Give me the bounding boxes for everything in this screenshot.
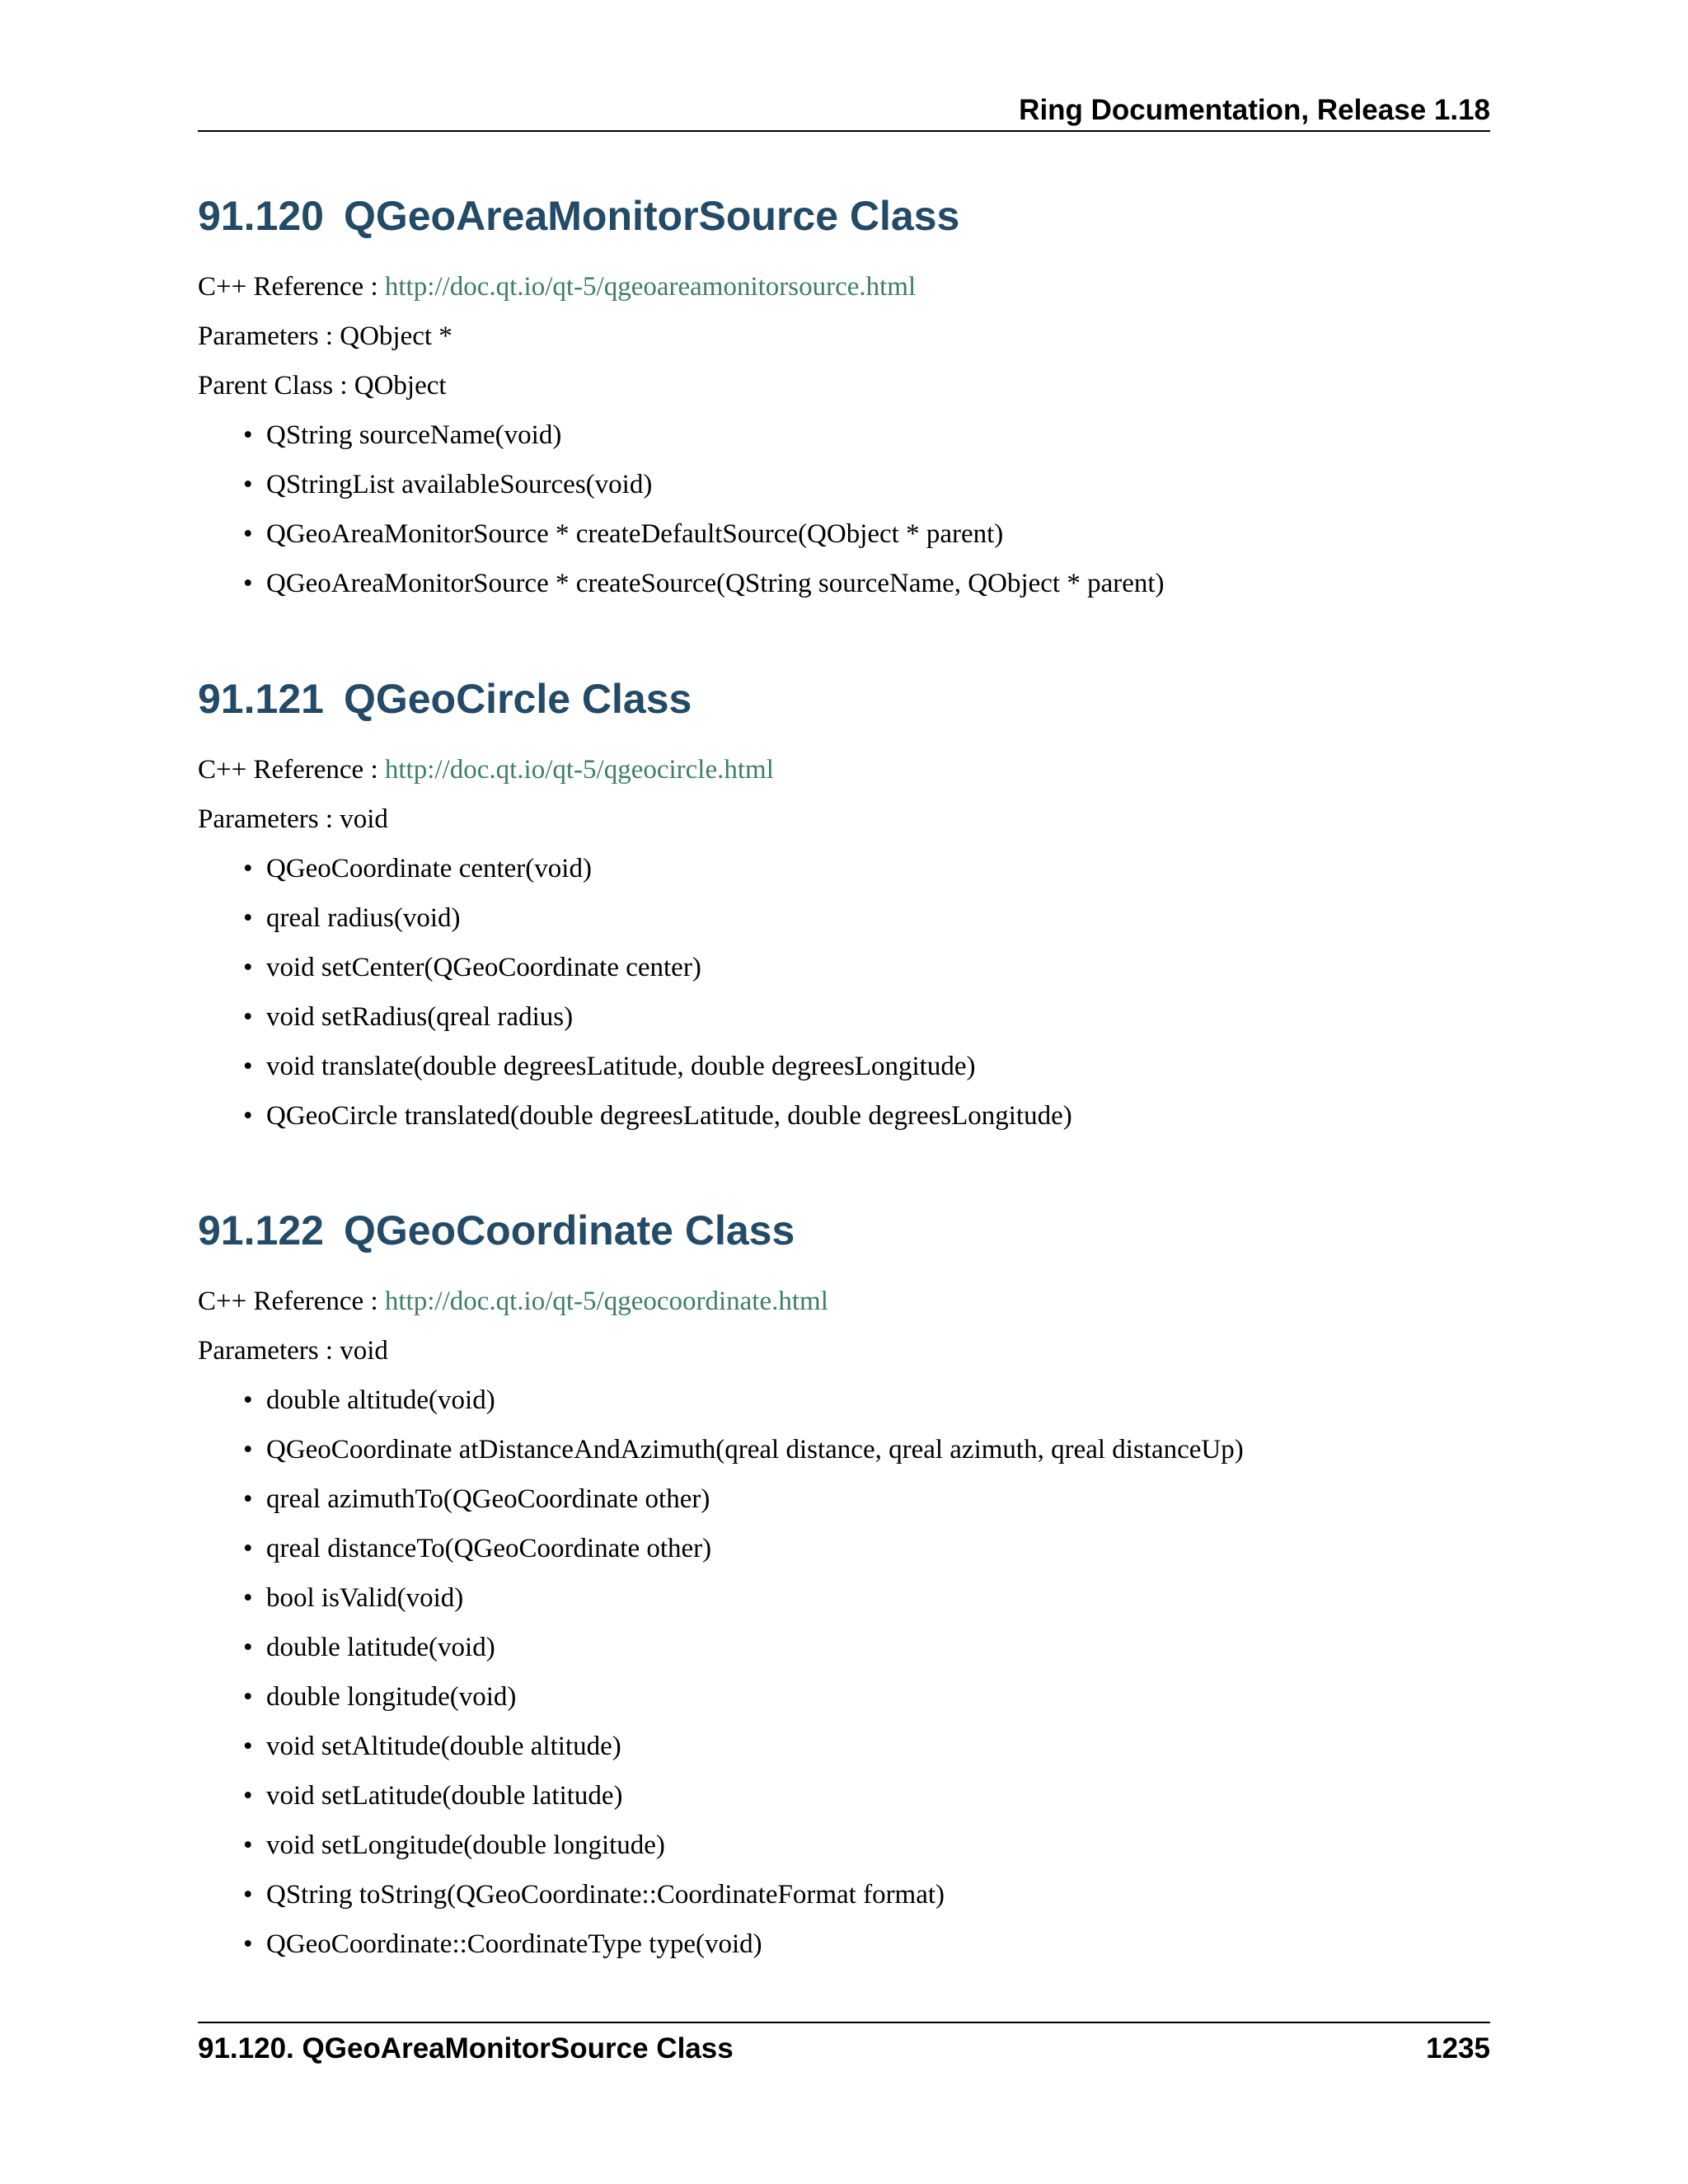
method-signature: void setAltitude(double altitude) [266,1732,621,1761]
bullet-icon: • [243,1830,253,1860]
reference-label: C++ Reference : [198,272,385,302]
section-heading [198,674,1490,724]
reference-line [198,1285,1490,1318]
bullet-icon: • [243,1682,253,1712]
bullet-icon: • [243,953,253,982]
section-title: QGeoCoordinate Class [343,1207,795,1254]
section-title: QGeoCircle Class [343,676,692,722]
method-signature: QString sourceName(void) [266,420,562,450]
method-signature: QGeoCircle translated(double degreesLatitude, double degreesLongitude) [266,1101,1072,1131]
list-item [198,951,1490,1001]
footer-section-title: 91.120. QGeoAreaMonitorSource Class [198,2032,734,2064]
header-rule [198,130,1490,132]
reference-link[interactable]: http://doc.qt.io/qt-5/qgeocircle.html [384,755,774,785]
list-item [198,1680,1490,1730]
bullet-icon: • [243,420,253,450]
bullet-icon: • [243,903,253,933]
list-item [198,1001,1490,1050]
section-number: 91.120 [198,193,324,239]
bullet-icon: • [243,1534,253,1563]
list-item [198,567,1490,616]
bullet-icon: • [243,1002,253,1032]
section-qgeoareamonitorsource [198,191,1490,616]
list-item [198,902,1490,951]
method-signature: double latitude(void) [266,1633,495,1662]
bullet-icon: • [243,1880,253,1910]
list-item [198,1532,1490,1582]
reference-line [198,270,1490,303]
method-signature: void setLongitude(double longitude) [266,1830,665,1860]
list-item [198,1483,1490,1532]
list-item [198,518,1490,567]
list-item [198,1631,1490,1680]
method-signature: QGeoCoordinate center(void) [266,854,592,883]
bullet-icon: • [243,1781,253,1811]
section-number: 91.121 [198,676,324,722]
method-signature: qreal radius(void) [266,903,461,933]
section-heading [198,191,1490,241]
list-item [198,1582,1490,1631]
method-signature: void setLatitude(double latitude) [266,1781,623,1811]
bullet-icon: • [243,1484,253,1514]
bullet-icon: • [243,569,253,598]
method-signature: void setRadius(qreal radius) [266,1002,574,1032]
list-item [198,1099,1490,1149]
list-item [198,1433,1490,1483]
method-signature: void translate(double degreesLatitude, double degreesLongitude) [266,1052,976,1081]
bullet-icon: • [243,519,253,549]
method-list [198,1384,1490,1977]
list-item [198,1050,1490,1099]
method-list [198,852,1490,1149]
reference-link[interactable]: http://doc.qt.io/qt-5/qgeocoordinate.html [384,1286,828,1316]
reference-line [198,753,1490,786]
list-item [198,1878,1490,1928]
method-signature: qreal distanceTo(QGeoCoordinate other) [266,1534,712,1563]
list-item [198,1730,1490,1779]
bullet-icon: • [243,1633,253,1662]
list-item [198,1384,1490,1433]
parameters-line: Parameters : void [198,1336,388,1366]
section-number: 91.122 [198,1207,324,1254]
method-signature: QString toString(QGeoCoordinate::CoordinateFormat format) [266,1880,945,1910]
bullet-icon: • [243,1732,253,1761]
method-signature: double altitude(void) [266,1385,495,1415]
method-signature: bool isValid(void) [266,1583,464,1613]
bullet-icon: • [243,854,253,883]
list-item [198,1779,1490,1829]
bullet-icon: • [243,1052,253,1081]
method-signature: QGeoAreaMonitorSource * createDefaultSource(QObject * parent) [266,519,1004,549]
bullet-icon: • [243,1385,253,1415]
reference-label: C++ Reference : [198,755,385,785]
method-signature: QGeoCoordinate atDistanceAndAzimuth(qreal distance, qreal azimuth, qreal distanceUp) [266,1435,1244,1465]
method-signature: qreal azimuthTo(QGeoCoordinate other) [266,1484,710,1514]
bullet-icon: • [243,1435,253,1465]
method-signature: QGeoCoordinate::CoordinateType type(void) [266,1929,762,1959]
list-item [198,1829,1490,1878]
parameters-line: Parameters : QObject * [198,321,452,351]
method-signature: void setCenter(QGeoCoordinate center) [266,953,701,982]
bullet-icon: • [243,470,253,499]
bullet-icon: • [243,1929,253,1959]
section-qgeocoordinate [198,1206,1490,1977]
footer-rule [198,2022,1490,2023]
page-number: 1235 [1426,2032,1490,2064]
section-qgeocircle [198,674,1490,1149]
method-list [198,419,1490,616]
bullet-icon: • [243,1583,253,1613]
running-header: Ring Documentation, Release 1.18 [1019,94,1490,126]
reference-link[interactable]: http://doc.qt.io/qt-5/qgeoareamonitorsource.html [384,272,917,302]
list-item [198,419,1490,468]
method-signature: QGeoAreaMonitorSource * createSource(QString sourceName, QObject * parent) [266,569,1165,598]
section-heading [198,1206,1490,1255]
document-page [198,0,1490,2184]
section-title: QGeoAreaMonitorSource Class [343,193,960,239]
list-item [198,468,1490,518]
parent-class-line: Parent Class : QObject [198,371,447,401]
parameters-line: Parameters : void [198,804,388,834]
list-item [198,852,1490,902]
reference-label: C++ Reference : [198,1286,385,1316]
list-item [198,1928,1490,1977]
method-signature: QStringList availableSources(void) [266,470,653,499]
bullet-icon: • [243,1101,253,1131]
method-signature: double longitude(void) [266,1682,517,1712]
